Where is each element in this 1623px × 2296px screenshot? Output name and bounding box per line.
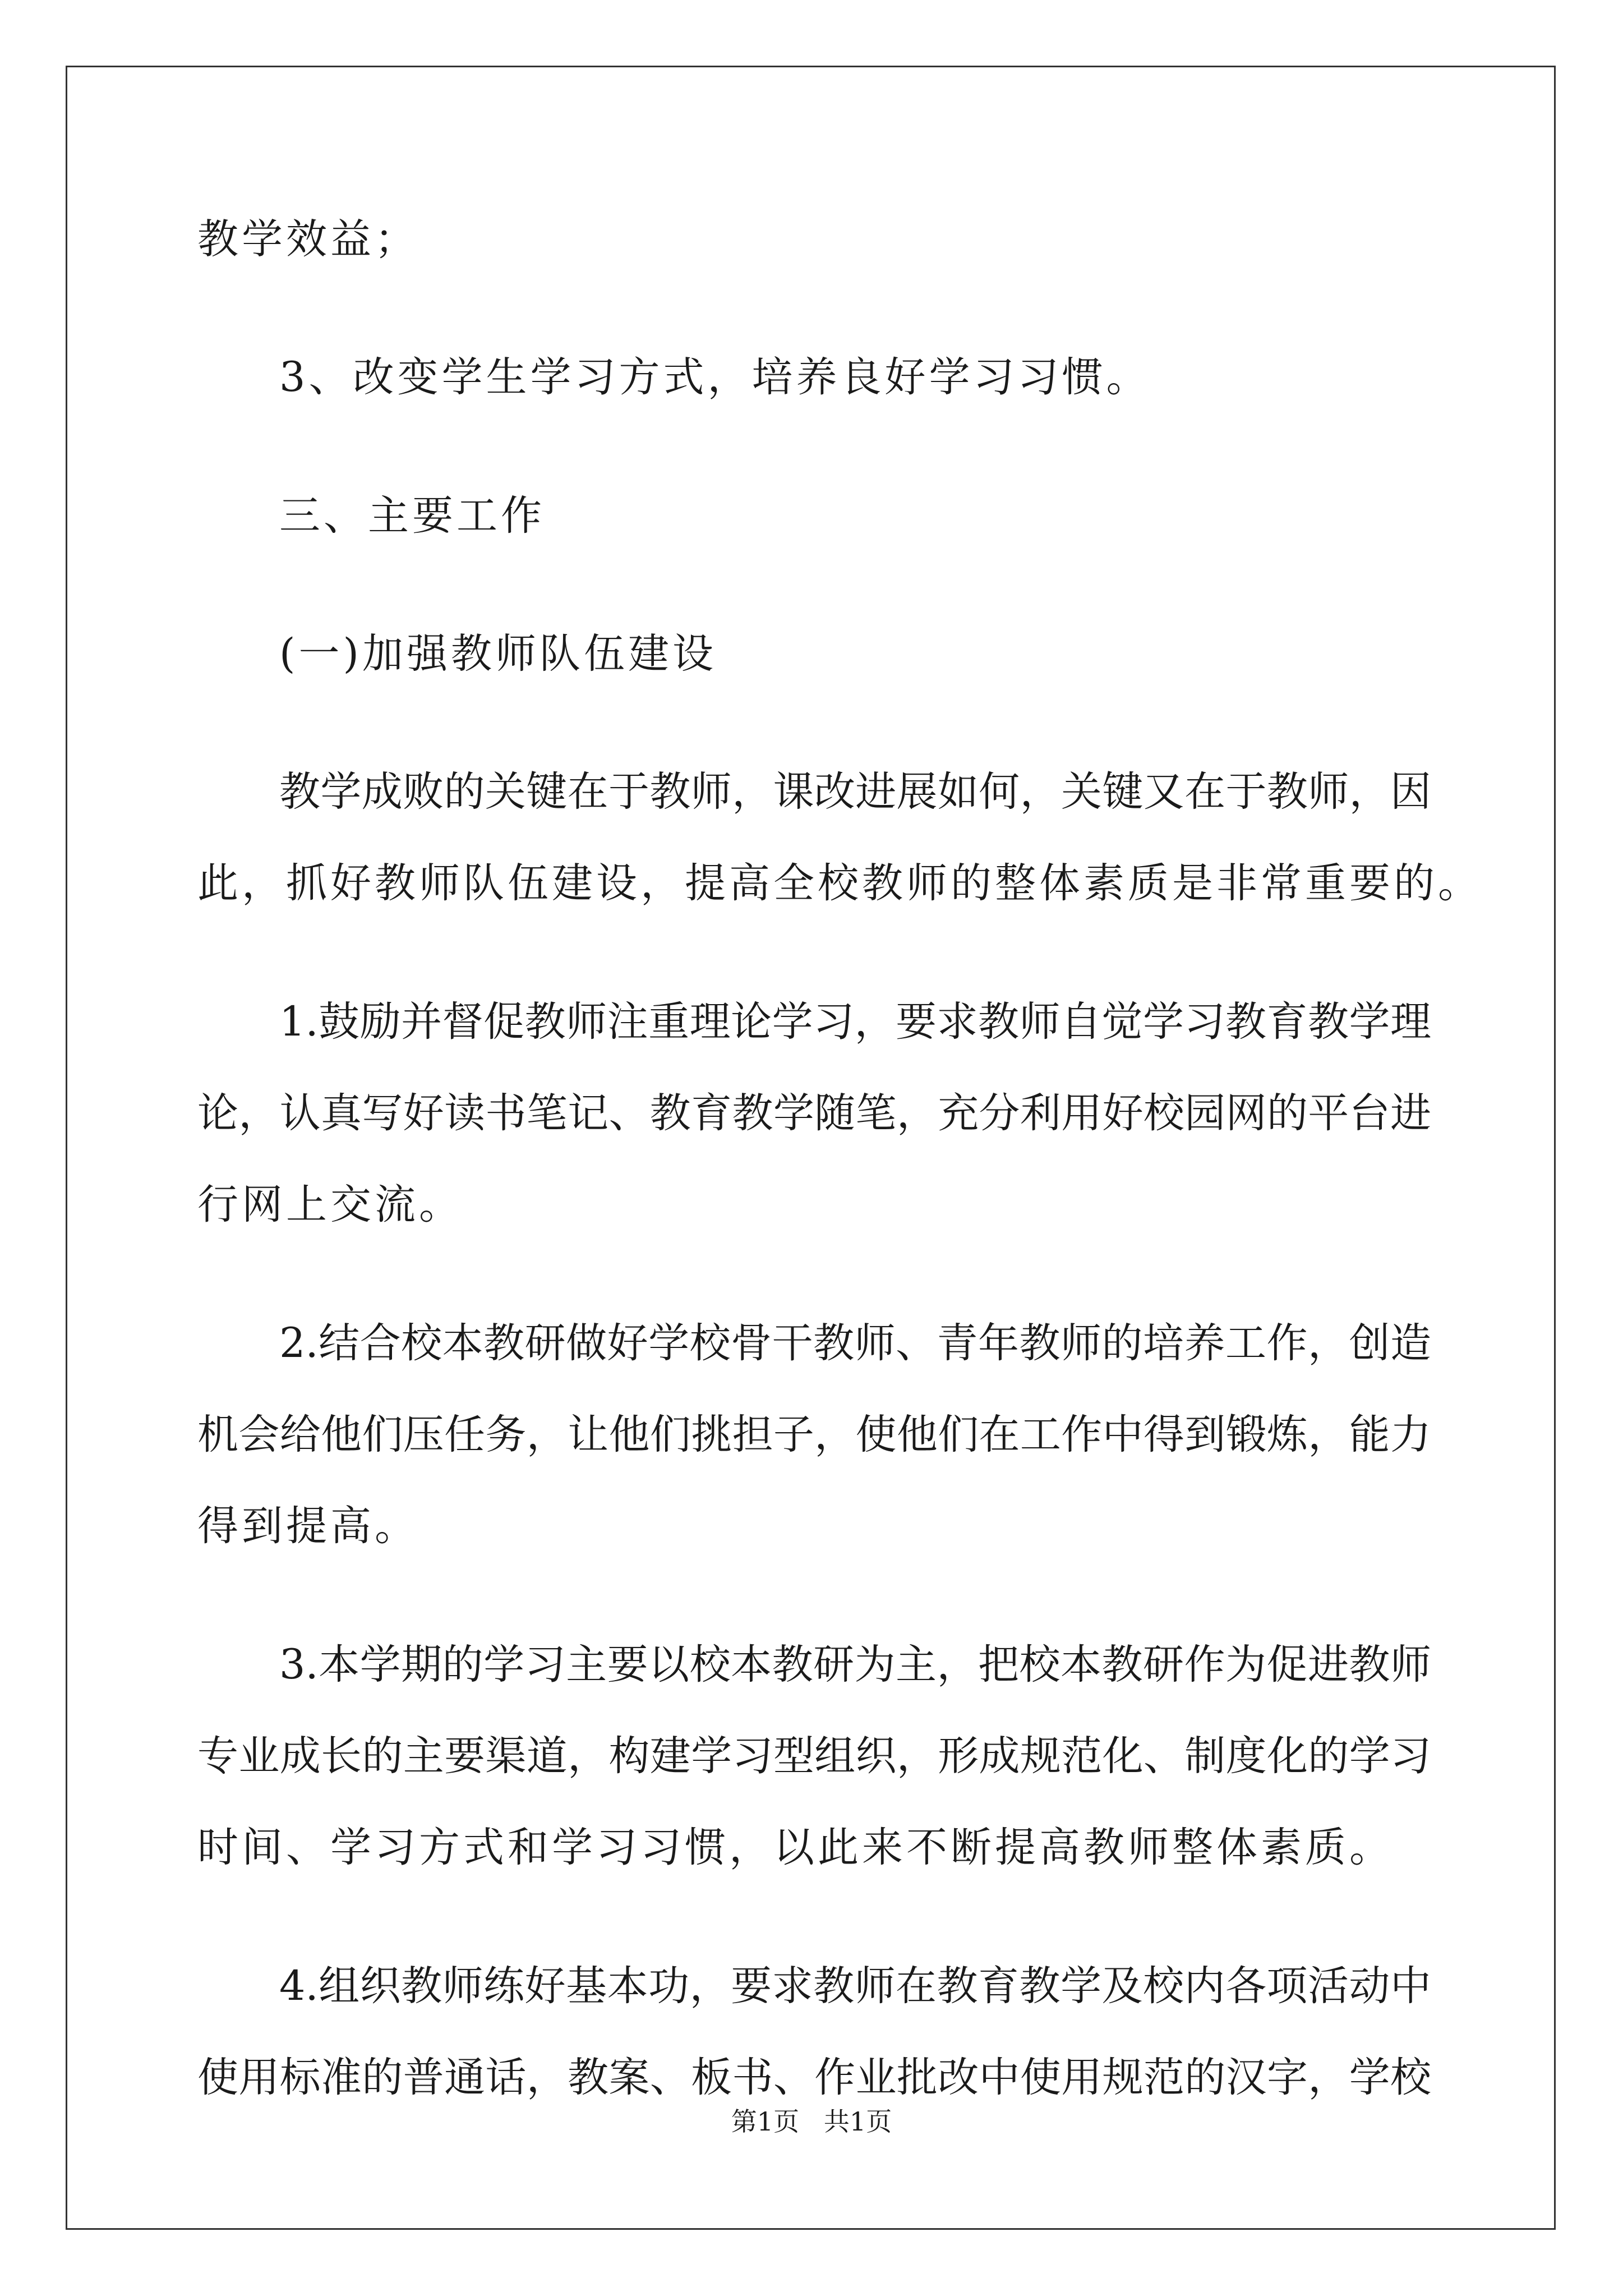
- text-line: 使用标准的普通话，教案、板书、作业批改中使用规范的汉字，学校: [197, 2054, 1431, 2101]
- text-line: 此，抓好教师队伍建设，提高全校教师的整体素质是非常重要的。: [197, 859, 1482, 907]
- page-number-footer: 第1页 共1页: [731, 2106, 892, 2137]
- text-line: 专业成长的主要渠道，构建学习型组织，形成规范化、制度化的学习: [197, 1732, 1431, 1780]
- text-line: 3、改变学生学习方式，培养良好学习习惯。: [279, 353, 1151, 401]
- text-line: 时间、学习方式和学习习惯，以此来不断提高教师整体素质。: [197, 1824, 1394, 1871]
- text-line: 教学成败的关键在于教师，课改进展如何，关键又在于教师，因: [279, 768, 1431, 816]
- text-line: 教学效益；: [197, 215, 419, 263]
- section-heading: 三、主要工作: [279, 492, 545, 540]
- text-line: 1.鼓励并督促教师注重理论学习，要求教师自觉学习教育教学理: [279, 998, 1431, 1046]
- text-line: 机会给他们压任务，让他们挑担子，使他们在工作中得到锻炼，能力: [197, 1411, 1431, 1458]
- text-line: 4.组织教师练好基本功，要求教师在教育教学及校内各项活动中: [279, 1962, 1431, 2010]
- text-line: 2.结合校本教研做好学校骨干教师、青年教师的培养工作，创造: [279, 1319, 1431, 1367]
- text-line: 行网上交流。: [197, 1181, 463, 1228]
- text-line: 论，认真写好读书笔记、教育教学随笔，充分利用好校园网的平台进: [197, 1089, 1431, 1137]
- text-line: 3.本学期的学习主要以校本教研为主，把校本教研作为促进教师: [279, 1641, 1431, 1688]
- text-line: 得到提高。: [197, 1502, 419, 1550]
- subsection-heading: (一)加强教师队伍建设: [279, 630, 717, 678]
